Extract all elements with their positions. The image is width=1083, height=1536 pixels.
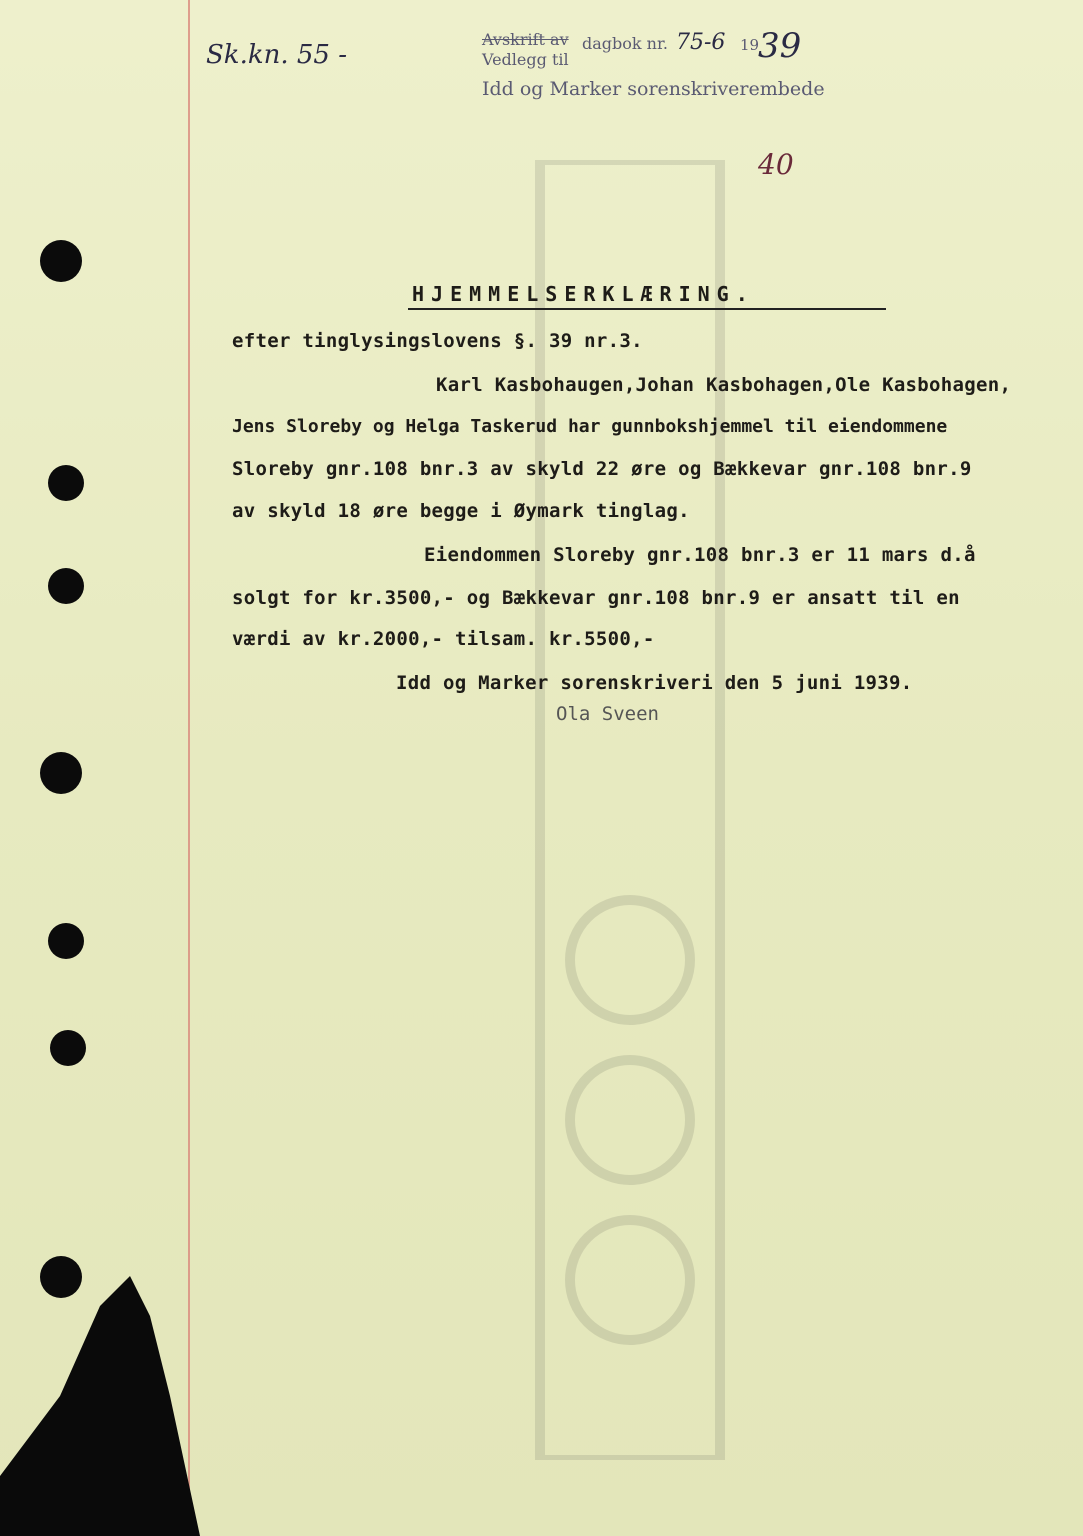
year-suffix: 39: [758, 26, 802, 66]
document-title: HJEMMELSERKLÆRING.: [412, 282, 755, 306]
handwritten-reference: Sk.kn. 55 -: [206, 40, 347, 70]
stamp-watermark: [520, 160, 740, 1460]
body-line: av skyld 18 øre begge i Øymark tinglag.: [232, 500, 690, 522]
punch-hole: [48, 465, 84, 501]
signature: Ola Sveen: [556, 703, 659, 725]
punch-hole: [40, 240, 82, 282]
body-line: Eiendommen Sloreby gnr.108 bnr.3 er 11 mars d.å: [424, 544, 976, 566]
journal-number: 75-6: [676, 30, 726, 55]
copy-of-label: Avskrift av: [482, 30, 569, 49]
body-line: efter tinglysingslovens §. 39 nr.3.: [232, 330, 643, 352]
body-line: Karl Kasbohaugen,Johan Kasbohagen,Ole Kasbohagen,: [436, 374, 1012, 396]
body-line: Jens Sloreby og Helga Taskerud har gunnbokshjemmel til eiendommene: [232, 416, 948, 437]
torn-corner: [0, 1276, 200, 1536]
body-line: Sloreby gnr.108 bnr.3 av skyld 22 øre og Bækkevar gnr.108 bnr.9: [232, 458, 972, 480]
handwritten-page-mark: 40: [758, 148, 794, 181]
punch-hole: [48, 923, 84, 959]
year-prefix: 19: [740, 36, 760, 54]
body-line: værdi av kr.2000,- tilsam. kr.5500,-: [232, 628, 655, 650]
punch-hole: [40, 752, 82, 794]
attachment-to-label: Vedlegg til: [482, 50, 569, 69]
punch-hole: [50, 1030, 86, 1066]
title-underline: [408, 308, 886, 310]
body-line: solgt for kr.3500,- og Bækkevar gnr.108 bnr.9 er ansatt til en: [232, 587, 960, 609]
journal-label: dagbok nr.: [582, 34, 668, 53]
body-line: Idd og Marker sorenskriveri den 5 juni 1939.: [396, 672, 913, 694]
office-name: Idd og Marker sorenskriverembede: [482, 78, 825, 100]
punch-hole: [48, 568, 84, 604]
